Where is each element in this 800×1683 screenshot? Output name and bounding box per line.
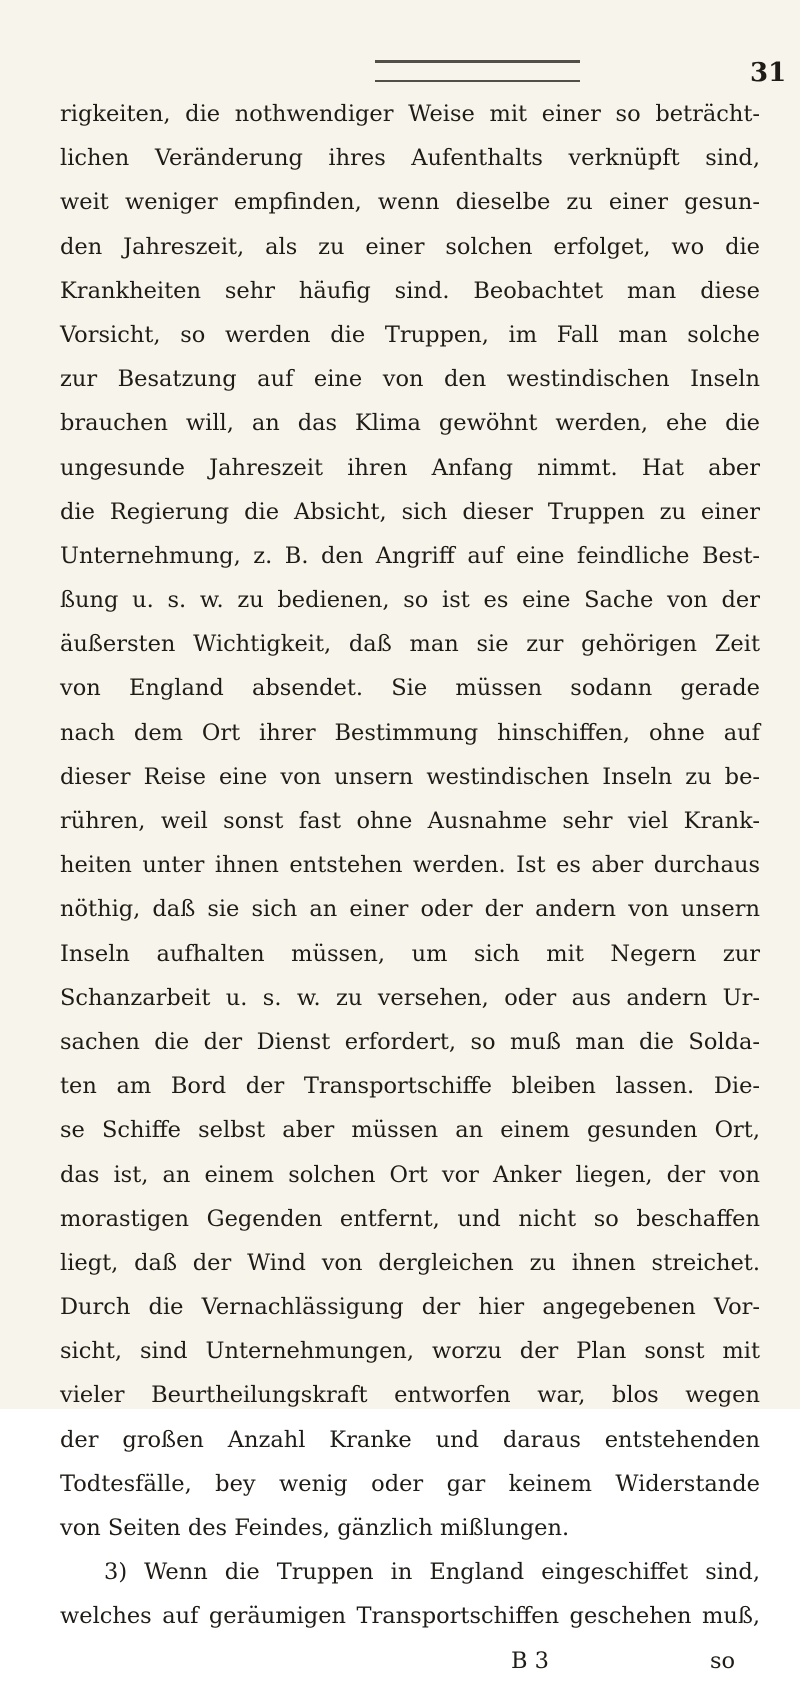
text-line: morastigen Gegenden entfernt, und nicht so beschaffen <box>60 1205 760 1232</box>
text-line: se Schiffe selbst aber müssen an einem gesunden Ort, <box>60 1117 760 1144</box>
text-line: äußersten Wichtigkeit, daß man sie zur gehörigen Zeit <box>60 631 760 658</box>
text-line: heiten unter ihnen entstehen werden. Ist es aber durchaus <box>60 852 760 879</box>
text-line: zur Besatzung auf eine von den westindischen Inseln <box>60 366 760 393</box>
signature-mark: B 3 <box>511 1647 550 1674</box>
text-line: lichen Veränderung ihres Aufenthalts verknüpft sind, <box>60 145 760 172</box>
text-line: vieler Beurtheilungskraft entworfen war, blos wegen <box>60 1382 760 1409</box>
text-line: liegt, daß der Wind von dergleichen zu ihnen streichet. <box>60 1249 760 1276</box>
text-line: ungesunde Jahreszeit ihren Anfang nimmt. Hat aber <box>60 454 760 481</box>
text-line: Vorsicht, so werden die Truppen, im Fall man solche <box>60 321 760 348</box>
text-line: der großen Anzahl Kranke und daraus entstehenden <box>60 1426 760 1453</box>
text-line: weit weniger empfinden, wenn dieselbe zu einer gesun- <box>60 189 760 216</box>
text-line: ßung u. s. w. zu bedienen, so ist es eine Sache von der <box>60 587 760 614</box>
text-line: Schanzarbeit u. s. w. zu versehen, oder aus andern Ur- <box>60 984 760 1011</box>
text-line: rigkeiten, die nothwendiger Weise mit einer so beträcht- <box>60 101 760 127</box>
text-line: sicht, sind Unternehmungen, worzu der Plan sonst mit <box>60 1338 760 1365</box>
catchword: so <box>710 1647 736 1674</box>
text-line: das ist, an einem solchen Ort vor Anker liegen, der von <box>60 1161 760 1188</box>
text-line: die Regierung die Absicht, sich dieser Truppen zu einer <box>60 498 760 525</box>
text-line: Krankheiten sehr häufig sind. Beobachtet man diese <box>60 277 760 304</box>
text-line: von Seiten des Feindes, gänzlich mißlungen. <box>60 1515 570 1541</box>
page-number: 31 <box>750 58 787 88</box>
text-line: brauchen will, an das Klima gewöhnt werden, ehe die <box>60 410 760 437</box>
text-line: Unternehmung, z. B. den Angriff auf eine feindliche Best- <box>60 542 760 569</box>
text-line: Durch die Vernachlässigung der hier angegebenen Vor- <box>60 1294 760 1321</box>
text-line: von England absendet. Sie müssen sodann gerade <box>60 675 760 702</box>
text-line: nöthig, daß sie sich an einer oder der andern von unsern <box>60 896 760 923</box>
text-line: ten am Bord der Transportschiffe bleiben lassen. Die- <box>60 1073 760 1100</box>
header-rule <box>375 60 580 82</box>
text-line: Inseln aufhalten müssen, um sich mit Negern zur <box>60 940 760 967</box>
text-line: nach dem Ort ihrer Bestimmung hinschiffen, ohne auf <box>60 719 760 746</box>
text-line: den Jahreszeit, als zu einer solchen erfolget, wo die <box>60 233 760 260</box>
text-line: dieser Reise eine von unsern westindischen Inseln zu be- <box>60 763 760 790</box>
text-line: 3) Wenn die Truppen in England eingeschiffet sind, <box>104 1559 760 1586</box>
text-line: welches auf geräumigen Transportschiffen geschehen muß, <box>60 1603 760 1630</box>
footer-row <box>60 1639 760 1683</box>
text-line: rühren, weil sonst fast ohne Ausnahme sehr viel Krank- <box>60 808 760 834</box>
text-line: sachen die der Dienst erfordert, so muß man die Solda- <box>60 1028 760 1055</box>
text-line: Todtesfälle, bey wenig oder gar keinem Widerstande <box>60 1470 760 1497</box>
body-text <box>60 92 760 1683</box>
